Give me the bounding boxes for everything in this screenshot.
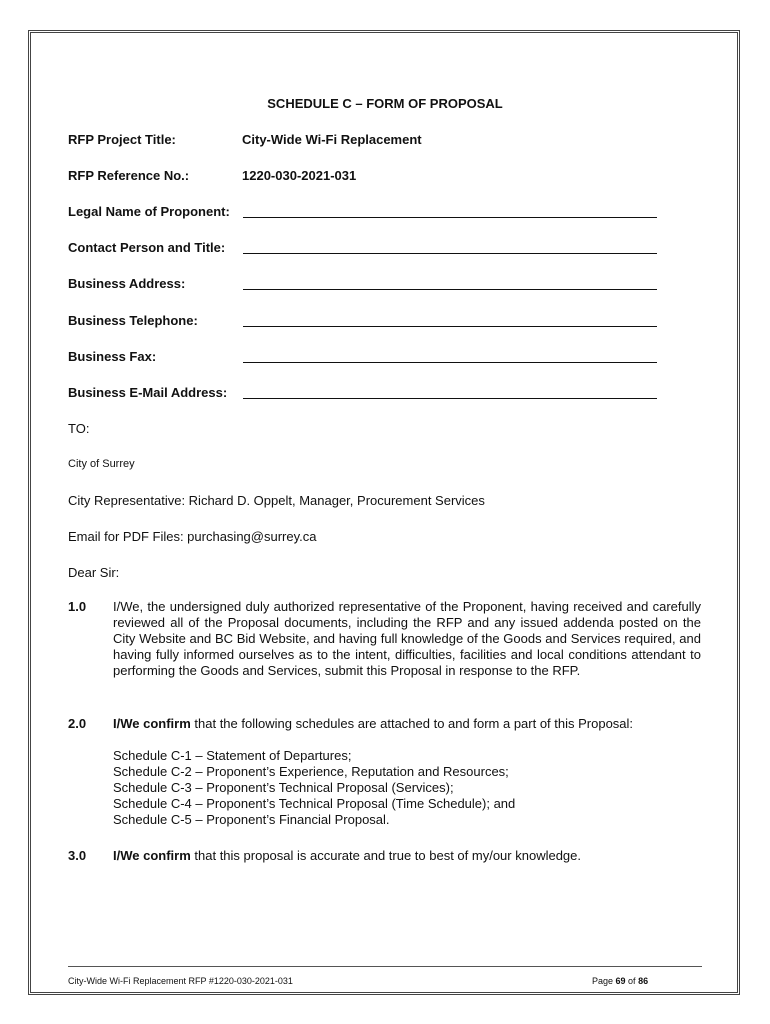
schedule-item: Schedule C-4 – Proponent’s Technical Proposal (Time Schedule); and [113, 796, 516, 811]
item-number: 2.0 [68, 716, 87, 731]
item-body: that this proposal is accurate and true to best of my/our knowledge. [190, 848, 581, 863]
schedule-item: Schedule C-2 – Proponent’s Experience, Reputation and Resources; [113, 764, 509, 779]
item-lead: I/We confirm [113, 716, 191, 731]
project-title-label: RFP Project Title: [68, 132, 176, 147]
telephone-label: Business Telephone: [68, 313, 198, 328]
pdf-email: Email for PDF Files: purchasing@surrey.ca [68, 529, 317, 544]
item-body: that the following schedules are attached to and form a part of this Proposal: [190, 716, 634, 731]
project-title-value: City-Wide Wi-Fi Replacement [242, 132, 422, 147]
page-of: of [625, 976, 639, 986]
page-total: 86 [638, 976, 649, 986]
item-text [113, 716, 701, 732]
schedule-item: Schedule C-1 – Statement of Departures; [113, 748, 352, 763]
schedule-item: Schedule C-3 – Proponent’s Technical Proposal (Services); [113, 780, 454, 795]
schedule-item: Schedule C-5 – Proponent’s Financial Proposal. [113, 812, 390, 827]
fax-label: Business Fax: [68, 349, 157, 364]
reference-label: RFP Reference No.: [68, 168, 190, 183]
page-number [592, 976, 648, 986]
item-lead: I/We confirm [113, 848, 191, 863]
page-current: 69 [615, 976, 626, 986]
legal-name-label: Legal Name of Proponent: [68, 204, 230, 219]
footer-left: City-Wide Wi-Fi Replacement RFP #1220-030-2021-031 [68, 976, 293, 986]
address-field[interactable] [243, 289, 657, 290]
schedule-list [113, 748, 515, 828]
reference-value: 1220-030-2021-031 [242, 168, 357, 183]
item-number: 1.0 [68, 599, 87, 614]
footer-divider [68, 966, 702, 967]
city-name: City of Surrey [68, 458, 135, 470]
to-label: TO: [68, 421, 90, 436]
city-representative: City Representative: Richard D. Oppelt, Manager, Procurement Services [68, 493, 485, 508]
legal-name-field[interactable] [243, 217, 657, 218]
contact-field[interactable] [243, 253, 657, 254]
item-number: 3.0 [68, 848, 87, 863]
salutation: Dear Sir: [68, 565, 120, 580]
item-text [113, 848, 701, 864]
fax-field[interactable] [243, 362, 657, 363]
email-field[interactable] [243, 398, 657, 399]
email-label: Business E-Mail Address: [68, 385, 228, 400]
page-title: SCHEDULE C – FORM OF PROPOSAL [267, 96, 503, 111]
item-text: I/We, the undersigned duly authorized representative of the Proponent, having received and carefully reviewed all of the Proposal documents, including the RFP and any issued addenda posted on the City Website and BC Bid Website, and having full knowledge of the Goods and Services required, and having fully informed ourselves as to the intent, difficulties, facilities and local conditions attendant to performing the Goods and Services, submit this Proposal in response to the RFP. [113, 599, 701, 678]
contact-label: Contact Person and Title: [68, 240, 226, 255]
telephone-field[interactable] [243, 326, 657, 327]
address-label: Business Address: [68, 276, 186, 291]
page-prefix: Page [592, 976, 616, 986]
